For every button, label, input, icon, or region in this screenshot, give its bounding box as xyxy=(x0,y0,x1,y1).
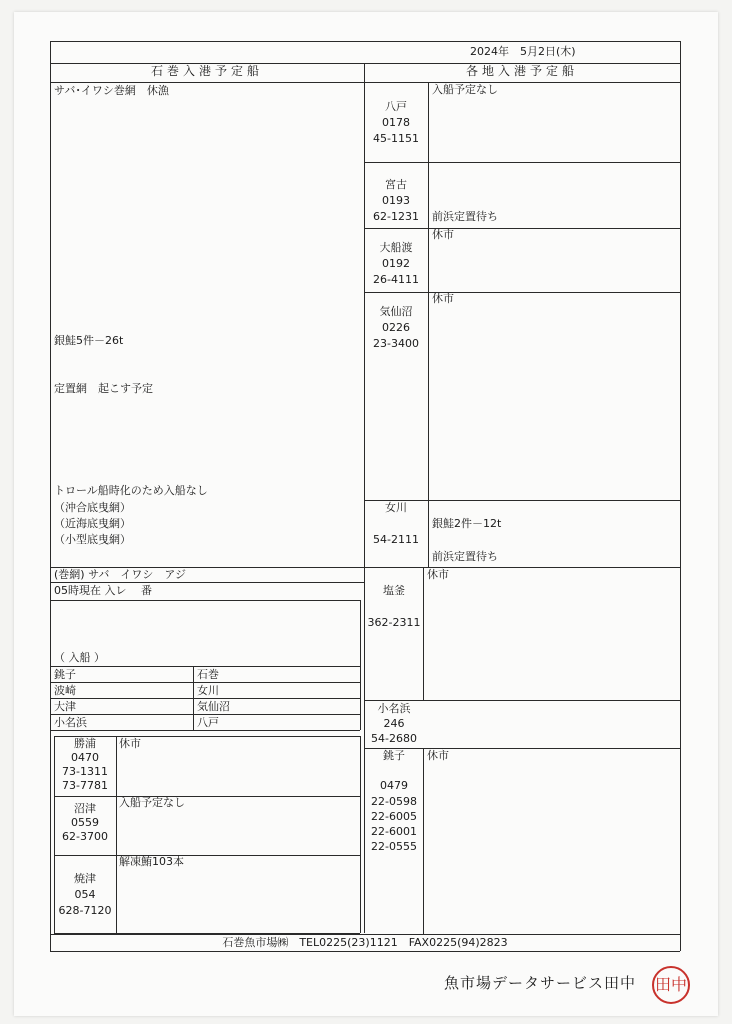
port-tel: 73-7781 xyxy=(62,779,108,792)
port-name: 焼津 xyxy=(74,872,96,885)
report-date: 2024年 5月2日(木) xyxy=(470,45,576,58)
port-area-code: 0470 xyxy=(71,751,99,764)
port-area-code: 0559 xyxy=(71,816,99,829)
arrival-destination: 石巻 xyxy=(197,668,219,681)
arrival-origin: 銚子 xyxy=(54,668,76,681)
port-area-code: 0178 xyxy=(382,116,410,129)
arrival-destination: 八戸 xyxy=(197,716,219,729)
arrival-destination: 気仙沼 xyxy=(197,700,230,713)
port-area-code: 0193 xyxy=(382,194,410,207)
port-name: 塩釜 xyxy=(383,584,405,597)
port-tel: 23-3400 xyxy=(373,337,419,350)
seine-species-header: (巻網) サバ イワシ アジ xyxy=(54,568,186,581)
port-tel: 54-2111 xyxy=(373,533,419,546)
port-status-secondary: 前浜定置待ち xyxy=(432,550,498,563)
port-tel: 22-0598 xyxy=(371,795,417,808)
arrival-destination: 女川 xyxy=(197,684,219,697)
port-status: 解凍鮪103本 xyxy=(119,855,184,868)
port-status: 銀鮭2件－12t xyxy=(432,517,502,530)
port-name: 勝浦 xyxy=(74,737,96,750)
port-area-code: 0192 xyxy=(382,257,410,270)
port-tel: 22-6001 xyxy=(371,825,417,838)
port-name: 大船渡 xyxy=(379,241,413,254)
silver-salmon-status: 銀鮭5件－26t xyxy=(54,334,124,347)
port-tel: 73-1311 xyxy=(62,765,108,778)
port-tel: 62-1231 xyxy=(373,210,419,223)
port-area-code: 054 xyxy=(74,888,96,901)
port-tel: 628-7120 xyxy=(58,904,112,917)
arrival-origin: 小名浜 xyxy=(54,716,87,729)
port-tel: 362-2311 xyxy=(367,616,421,629)
port-name: 銚子 xyxy=(383,749,405,762)
ishinomaki-section-title: 石巻入港予定船 xyxy=(150,64,263,78)
other-ports-section-title: 各地入港予定船 xyxy=(465,64,578,78)
port-name: 小名浜 xyxy=(377,702,411,715)
set-net-status: 定置網 起こす予定 xyxy=(54,382,153,395)
seal-stamp-icon: 田中 xyxy=(652,966,690,1004)
time-status: 05時現在 入レ 番 xyxy=(54,584,152,597)
port-status: 休市 xyxy=(427,749,449,762)
port-name: 八戸 xyxy=(385,100,407,113)
port-status: 休市 xyxy=(119,737,141,750)
footer-signature: 魚市場データサービス田中 xyxy=(444,974,637,992)
port-area-code: 0226 xyxy=(382,321,410,334)
trawl-type-offshore: （沖合底曳網） xyxy=(54,501,131,514)
port-area-code: 0479 xyxy=(380,779,408,792)
port-name: 宮古 xyxy=(385,178,407,191)
arrival-origin: 波崎 xyxy=(54,684,76,697)
trawl-type-nearshore: （近海底曳網） xyxy=(54,517,131,530)
purse-seine-status: サバ･イワシ巻網 休漁 xyxy=(54,84,169,97)
arrivals-label: （ 入船 ） xyxy=(54,651,105,664)
trawl-type-small: （小型底曳網） xyxy=(54,533,131,546)
port-status: 入船予定なし xyxy=(119,796,185,809)
port-status: 休市 xyxy=(432,292,454,305)
port-status: 入船予定なし xyxy=(432,83,498,96)
arrival-origin: 大津 xyxy=(54,700,76,713)
port-status: 休市 xyxy=(427,568,449,581)
port-tel: 54-2680 xyxy=(371,732,417,745)
port-tel: 62-3700 xyxy=(62,830,108,843)
port-tel: 22-6005 xyxy=(371,810,417,823)
port-tel: 45-1151 xyxy=(373,132,419,145)
port-tel: 22-0555 xyxy=(371,840,417,853)
port-tel: 26-4111 xyxy=(373,273,419,286)
footer-contact: 石巻魚市場㈱ TEL0225(23)1121 FAX0225(94)2823 xyxy=(222,936,508,949)
port-name: 気仙沼 xyxy=(379,305,413,318)
port-status: 前浜定置待ち xyxy=(432,210,498,223)
port-name: 女川 xyxy=(385,501,407,514)
trawl-note: トロール船時化のため入船なし xyxy=(54,484,208,497)
port-name: 沼津 xyxy=(74,802,96,815)
port-status: 休市 xyxy=(432,228,454,241)
port-area-code: 246 xyxy=(383,717,405,730)
